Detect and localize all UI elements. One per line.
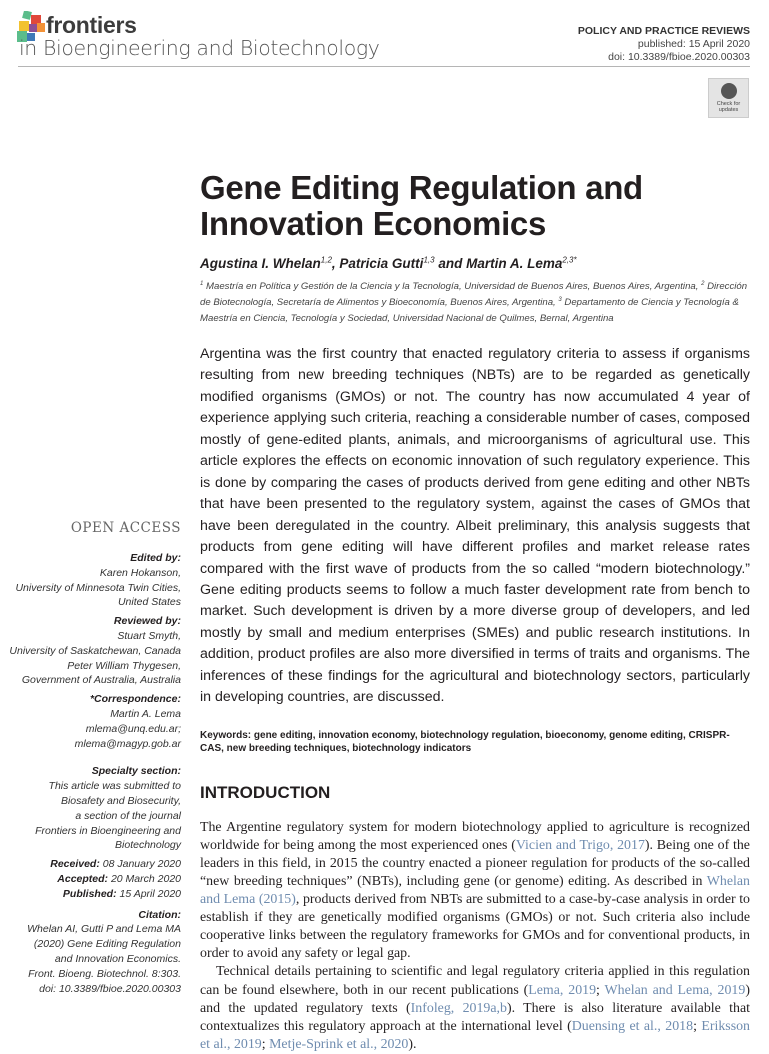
- keywords: Keywords: gene editing, innovation economy, biotechnology regulation, bioeconomy, genome editing, CRISPR-CAS, new breeding techniques, biotechnology indicators: [200, 729, 730, 754]
- reviewer-line: University of Saskatchewan, Canada: [9, 644, 181, 657]
- citation-label: Citation:: [138, 908, 181, 921]
- published-date: published: 15 April 2020: [637, 38, 750, 50]
- received-date: [0, 857, 181, 872]
- affiliations: [200, 279, 752, 327]
- specialty-line: Biosafety and Biosecurity,: [60, 794, 181, 807]
- author-name[interactable]: Patricia Gutti: [339, 256, 424, 271]
- page-title: Gene Editing Regulation and Innovation Economics: [200, 169, 643, 242]
- affiliation-text: Maestría en Política y Gestión de la Ciencia y la Tecnología, Universidad de Buenos Aires, Buenos Aires, Argentina,: [203, 281, 702, 292]
- paragraph: [200, 819, 750, 964]
- editor-line: United States: [117, 596, 181, 609]
- specialty-section: [0, 764, 181, 853]
- author-name[interactable]: Agustina I. Whelan: [200, 256, 321, 271]
- article-meta: [578, 25, 750, 64]
- specialty-line: This article was submitted to: [48, 780, 181, 793]
- citation-link[interactable]: Duensing et al., 2018: [571, 1018, 694, 1034]
- correspondence-label: *Correspondence:: [89, 693, 181, 706]
- text-segment: ;: [693, 1018, 702, 1034]
- author-name[interactable]: Martin A. Lema: [466, 256, 563, 271]
- author-affiliation-marker: 2,3*: [562, 255, 577, 265]
- citation-line: (2020) Gene Editing Regulation: [33, 938, 181, 951]
- citation-link[interactable]: Lema, 2019: [528, 982, 597, 998]
- text-segment: ;: [261, 1036, 270, 1052]
- date-label: Accepted:: [57, 872, 109, 885]
- date-label: Published:: [62, 887, 117, 900]
- section-heading-introduction: INTRODUCTION: [200, 782, 331, 802]
- authors: [200, 255, 752, 272]
- text-segment: The Argentine regulatory system for modern biotechnology applied to agriculture is recognized worldwide for being among the most experienced ones (: [200, 819, 750, 853]
- author-affiliation-marker: 1,2: [320, 255, 332, 265]
- citation-link[interactable]: Whelan and Lema, 2019: [604, 982, 746, 998]
- abstract: Argentina was the first country that enacted regulatory criteria to assess if organisms resulting from new breeding techniques (NBTs) are to be regarded as genetically modified organisms (GMOs) or not. The country has now accumulated 4 year of experience applying such criteria, reaching a considerable number of cases, composed mostly of gene-edited plants, animals, and microorganisms of agricultural use. This article explores the effects on economic innovation of such regulatory experience. This is done by comparing the cases of products derived from gene editing and other NBTs that have been presented to the regulatory system, against the cases of GMOs that have been deregulated in the country. Albeit preliminary, this analysis suggests that products from gene editing will have different profiles and market release rates compared with the first wave of products from the so called “modern biotechnology.” Gene editing products seems to follow a much faster development rate from bench to market. Such development is driven by a more diverse group of developers, and led mostly by small and medium enterprises (SMEs) and public research institutions. In addition, product profiles are also more diversified in terms of traits and organisms. The inferences of these findings for the agricultural and biotechnology sectors, particularly in developing countries, are discussed.: [200, 346, 750, 706]
- main-column: [200, 344, 750, 1054]
- sidebar: [0, 551, 181, 996]
- author-separator: and: [434, 256, 467, 271]
- editor-line: University of Minnesota Twin Cities,: [15, 581, 181, 594]
- citation-line: Front. Bioeng. Biotechnol. 8:303.: [28, 967, 181, 980]
- date-value: 15 April 2020: [116, 887, 181, 900]
- date-value: 20 March 2020: [108, 872, 181, 885]
- affiliation-number: 1: [200, 280, 204, 287]
- journal-name: in Bioengineering and Biotechnology: [19, 36, 380, 60]
- doi[interactable]: doi: 10.3389/fbioe.2020.00303: [608, 51, 750, 63]
- affiliation-text: Departamento de Ciencia y Tecnología & Maestría en Ciencia, Tecnología y Sociedad, Universidad Nacional de Quilmes, Bernal, Argentina: [200, 297, 739, 324]
- citation-link[interactable]: Metje-Sprink et al., 2020: [269, 1036, 409, 1052]
- open-access-label: OPEN ACCESS: [70, 520, 181, 536]
- specialty-line: a section of the journal: [75, 809, 181, 822]
- citation-line: and Innovation Economics.: [54, 952, 181, 965]
- edited-by: [0, 551, 181, 610]
- edited-by-label: Edited by:: [130, 552, 181, 564]
- text-segment: , products derived from NBTs are submitted to a case-by-case analysis in order to establish if they are genetically modified organisms (GMOs) or not. Such criteria also include cooperative links between the regulatory frameworks for GMOs and for conventional products, in order to avoid any safety or legal gap.: [200, 892, 751, 962]
- citation-link[interactable]: Vicien and Trigo, 2017: [515, 837, 645, 853]
- citation-link[interactable]: Whelan and Lema (2015): [200, 873, 750, 908]
- header-divider: [18, 66, 750, 67]
- reviewer-line: Stuart Smyth,: [117, 629, 181, 642]
- author-affiliation-marker: 1,3: [423, 255, 435, 265]
- citation: [0, 908, 181, 997]
- specialty-line: Frontiers in Bioengineering and: [35, 824, 181, 837]
- correspondence: [0, 692, 181, 751]
- citation-line: Whelan AI, Gutti P and Lema MA: [27, 923, 181, 936]
- paragraph: [200, 963, 750, 1053]
- affiliation-number: 2: [701, 280, 705, 287]
- reviewed-by-label: Reviewed by:: [113, 615, 181, 628]
- specialty-line: Biotechnology: [115, 839, 181, 852]
- bookmark-icon: [721, 83, 737, 99]
- reviewer-line: Government of Australia, Australia: [21, 674, 181, 687]
- reviewed-by: [0, 614, 181, 688]
- text-segment: Technical details pertaining to scientific and legal regulatory criteria applied in this regulation can be found elsewhere, both in our recent publications (: [200, 964, 750, 998]
- article-type: POLICY AND PRACTICE REVIEWS: [577, 25, 750, 37]
- date-label: Received:: [50, 858, 100, 871]
- badge-line: updates: [718, 107, 739, 113]
- citation-link[interactable]: Eriksson et al., 2019: [200, 1018, 750, 1052]
- text-segment: ). Being one of the leaders in this field, in 2015 the country enacted a pioneer regulation for products of the so-called “new breeding techniques” (NBTs), including gene (or genome) editing. As described in: [200, 837, 750, 889]
- specialty-label: Specialty section:: [91, 765, 181, 778]
- introduction-body: [200, 819, 750, 1054]
- email-link[interactable]: mlema@unq.edu.ar;: [85, 722, 181, 735]
- title-block: [200, 170, 752, 327]
- text-segment: ;: [596, 982, 605, 998]
- dates: [0, 857, 181, 901]
- date-value: 08 January 2020: [99, 858, 181, 871]
- text-segment: ). There is also literature available that contextualizes this regulatory approach at the international level (: [200, 1000, 750, 1034]
- accepted-date: [0, 872, 181, 887]
- author-separator: ,: [331, 256, 340, 271]
- brand-block: [19, 14, 380, 60]
- badge-line: Check for: [716, 101, 741, 107]
- affiliation-text: Dirección de Biotecnología, Secretaría de Alimentos y Bioeconomía, Buenos Aires, Argentina,: [200, 281, 748, 308]
- published-date: [0, 887, 181, 902]
- text-segment: ).: [408, 1036, 417, 1052]
- citation-link[interactable]: Infoleg, 2019a,b: [410, 1000, 507, 1016]
- affiliation-number: 3: [558, 296, 562, 303]
- reviewer-line: Peter William Thygesen,: [67, 659, 181, 672]
- correspondent-name: Martin A. Lema: [110, 707, 181, 720]
- brand-name: frontiers: [46, 12, 137, 38]
- check-for-updates-button[interactable]: [708, 78, 749, 118]
- editor-line: Karen Hokanson,: [99, 566, 181, 579]
- citation-line: doi: 10.3389/fbioe.2020.00303: [39, 982, 181, 995]
- email-link[interactable]: mlema@magyp.gob.ar: [74, 737, 181, 750]
- text-segment: ) and the updated regulatory texts (: [200, 982, 750, 1016]
